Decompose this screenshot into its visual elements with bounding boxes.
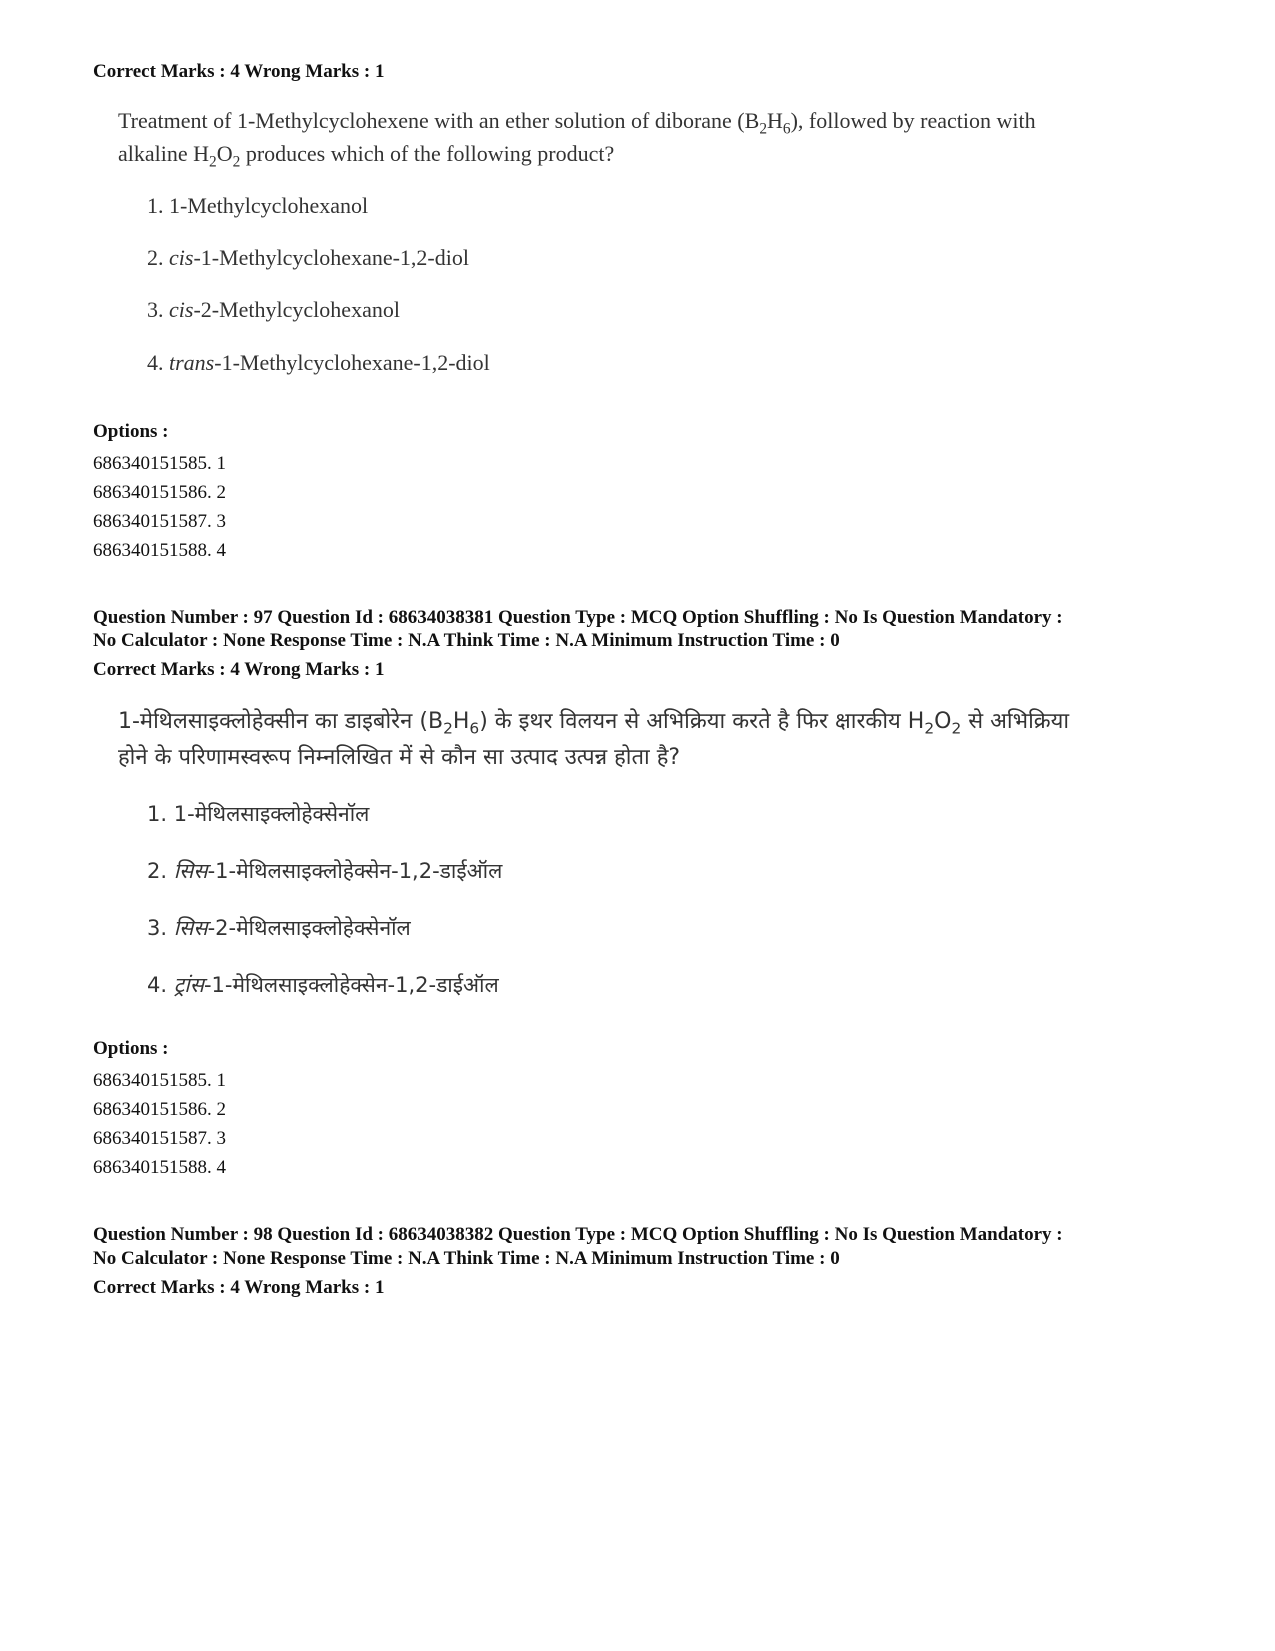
choice-1: 1. 1-मेथिलसाइक्लोहेक्सेनॉल bbox=[147, 802, 370, 826]
choice-4: 4. trans-1-Methylcyclohexane-1,2-diol bbox=[147, 350, 490, 375]
question-header-q98-line1: Question Number : 98 Question Id : 68634038382 Question Type : MCQ Option Shuffling : No Is Question Mandatory : bbox=[93, 1224, 1063, 1245]
question-line-1: Treatment of 1-Methylcyclohexene with an ether solution of diborane $(B_2H_6)$, followed by reaction with bbox=[118, 108, 1036, 138]
options-label-q96: Options : bbox=[93, 421, 169, 442]
options-list-q96 bbox=[93, 449, 226, 565]
question-text-q97-hindi bbox=[118, 704, 1069, 776]
question-line-2: होने के परिणामस्वरूप निम्नलिखित में से कौन सा उत्पाद उत्पन्न होता है? bbox=[118, 745, 681, 770]
options-list-q97 bbox=[93, 1066, 226, 1182]
question-line-1: 1-मेथिलसाइक्लोहेक्सीन का डाइबोरेन $(B_2H_6)$ के इथर विलयन से अभिक्रिया करते है फिर क्षारकीय $H_2O_2$ से अभिक्रिया bbox=[118, 709, 1070, 738]
options-label-q97: Options : bbox=[93, 1038, 169, 1059]
choice-4: 4. ट्रांस-1-मेथिलसाइक्लोहेक्सेन-1,2-डाईऑल bbox=[147, 973, 499, 997]
option-id-row: 686340151588. 4 bbox=[93, 1157, 226, 1178]
choice-2: 2. cis-1-Methylcyclohexane-1,2-diol bbox=[147, 245, 469, 270]
choice-3: 3. cis-2-Methylcyclohexanol bbox=[147, 297, 400, 322]
option-id-row: 686340151588. 4 bbox=[93, 540, 226, 561]
question-line-2: alkaline $H_2O_2$ produces which of the following product? bbox=[118, 141, 615, 171]
option-id-row: 686340151586. 2 bbox=[93, 1099, 226, 1120]
question-header-q97-line2: No Calculator : None Response Time : N.A Think Time : N.A Minimum Instruction Time : 0 bbox=[93, 630, 840, 651]
choice-1: 1. 1-Methylcyclohexanol bbox=[147, 193, 369, 218]
option-id-row: 686340151586. 2 bbox=[93, 482, 226, 503]
marks-line-q96: Correct Marks : 4 Wrong Marks : 1 bbox=[93, 61, 385, 82]
marks-line-q98: Correct Marks : 4 Wrong Marks : 1 bbox=[93, 1277, 385, 1298]
option-id-row: 686340151585. 1 bbox=[93, 1070, 226, 1091]
option-id-row: 686340151587. 3 bbox=[93, 1128, 226, 1149]
question-header-q98-line2: No Calculator : None Response Time : N.A Think Time : N.A Minimum Instruction Time : 0 bbox=[93, 1248, 840, 1269]
marks-line-q97: Correct Marks : 4 Wrong Marks : 1 bbox=[93, 659, 385, 680]
option-id-row: 686340151587. 3 bbox=[93, 511, 226, 532]
option-id-row: 686340151585. 1 bbox=[93, 453, 226, 474]
question-text-q96-english bbox=[118, 104, 1036, 170]
question-header-q97-line1: Question Number : 97 Question Id : 68634038381 Question Type : MCQ Option Shuffling : No Is Question Mandatory : bbox=[93, 607, 1063, 628]
choice-2: 2. सिस-1-मेथिलसाइक्लोहेक्सेन-1,2-डाईऑल bbox=[147, 859, 503, 883]
choice-3: 3. सिस-2-मेथिलसाइक्लोहेक्सेनॉल bbox=[147, 916, 411, 940]
